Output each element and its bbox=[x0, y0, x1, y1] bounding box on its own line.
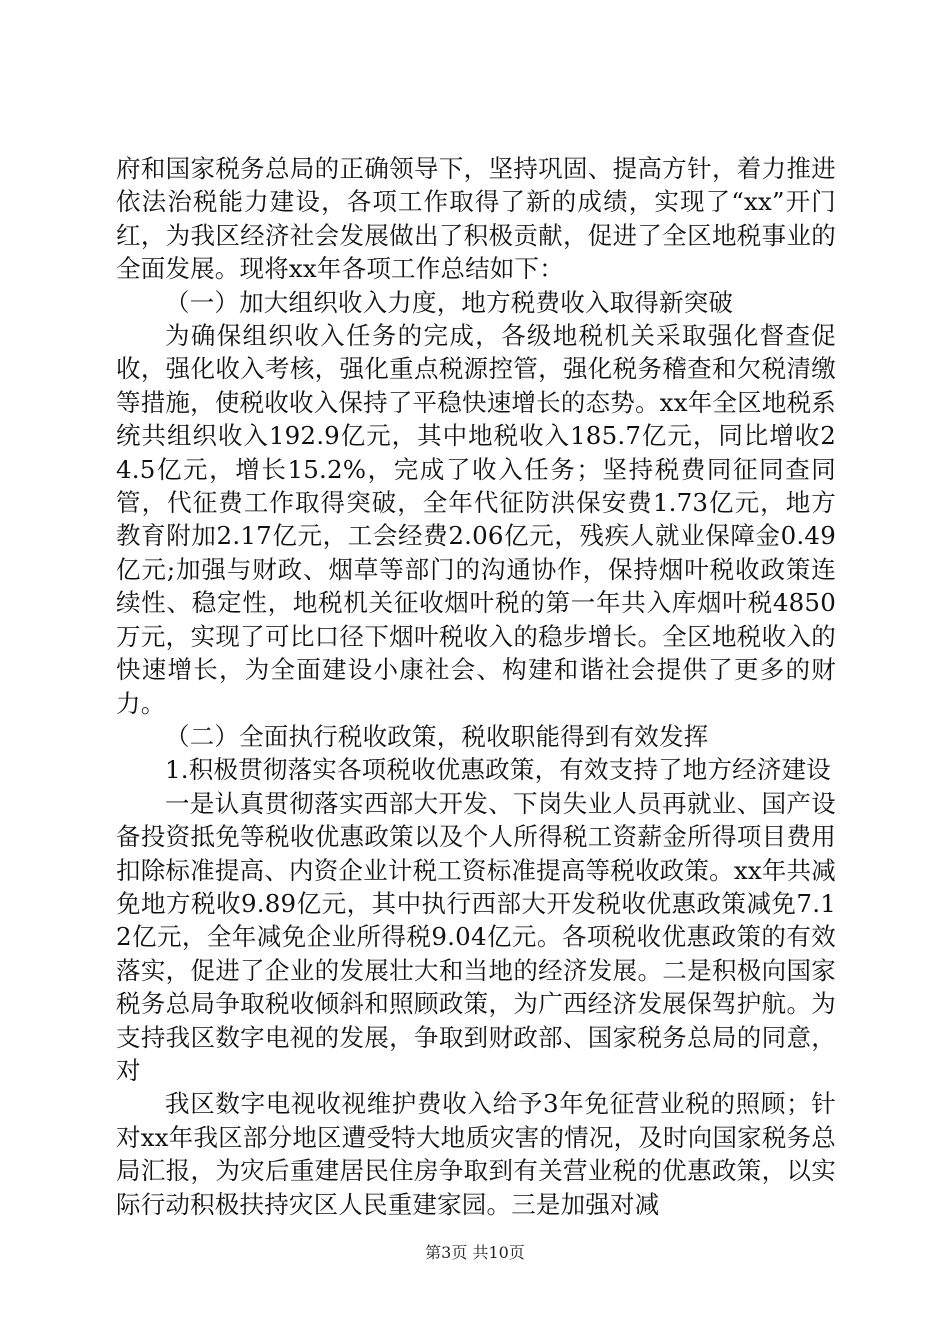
paragraph-revenue: 为确保组织收入任务的完成，各级地税机关采取强化督查促收，强化收入考核，强化重点税源控管，强化税务稽查和欠税清缴等措施，使税收收入保持了平稳快速增长的态势。xx年全区地税系统共组织收入192.9亿元，其中地税收入185.7亿元，同比增收24.5亿元，增长15.2%，完成了收入任务；坚持税费同征同查同管，代征费工作取得突破，全年代征防洪保安费1.73亿元，地方教育附加2.17亿元，工会经费2.06亿元，残疾人就业保障金0.49亿元;加强与财政、烟草等部门的沟通协作，保持烟叶税收政策连续性、稳定性，地税机关征收烟叶税的第一年共入库烟叶税4850万元，实现了可比口径下烟叶税收入的稳步增长。全区地税收入的快速增长，为全面建设小康社会、构建和谐社会提供了更多的财力。 bbox=[116, 321, 836, 718]
subheading-1: 1.积极贯彻落实各项税收优惠政策，有效支持了地方经济建设 bbox=[165, 755, 831, 785]
document-body bbox=[116, 152, 836, 1221]
page-number-footer: 第3页 共10页 bbox=[425, 1243, 525, 1262]
section-heading-1: （一）加大组织收入力度，地方税费收入取得新突破 bbox=[165, 287, 734, 317]
paragraph-digital-tv: 我区数字电视收视维护费收入给予3年免征营业税的照顾；针对xx年我区部分地区遭受特大地质灾害的情况，及时向国家税务总局汇报，为灾后重建居民住房争取到有关营业税的优惠政策，以实际行动积极扶持灾区人民重建家园。三是加强对减 bbox=[116, 1089, 836, 1219]
section-heading-2: （二）全面执行税收政策，税收职能得到有效发挥 bbox=[165, 721, 709, 751]
paragraph-intro-continuation: 府和国家税务总局的正确领导下，坚持巩固、提高方针，着力推进依法治税能力建设，各项工作取得了新的成绩，实现了“xx”开门红，为我区经济社会发展做出了积极贡献，促进了全区地税事业的全面发展。现将xx年各项工作总结如下： bbox=[116, 154, 836, 284]
paragraph-preferential-policies: 一是认真贯彻落实西部大开发、下岗失业人员再就业、国产设备投资抵免等税收优惠政策以及个人所得税工资薪金所得项目费用扣除标准提高、内资企业计税工资标准提高等税收政策。xx年共减免地方税收9.89亿元，其中执行西部大开发税收优惠政策减免7.12亿元，全年减免企业所得税9.04亿元。各项税收优惠政策的有效落实，促进了企业的发展壮大和当地的经济发展。二是积极向国家税务总局争取税收倾斜和照顾政策，为广西经济发展保驾护航。为支持我区数字电视的发展，争取到财政部、国家税务总局的同意，对 bbox=[116, 788, 836, 1085]
